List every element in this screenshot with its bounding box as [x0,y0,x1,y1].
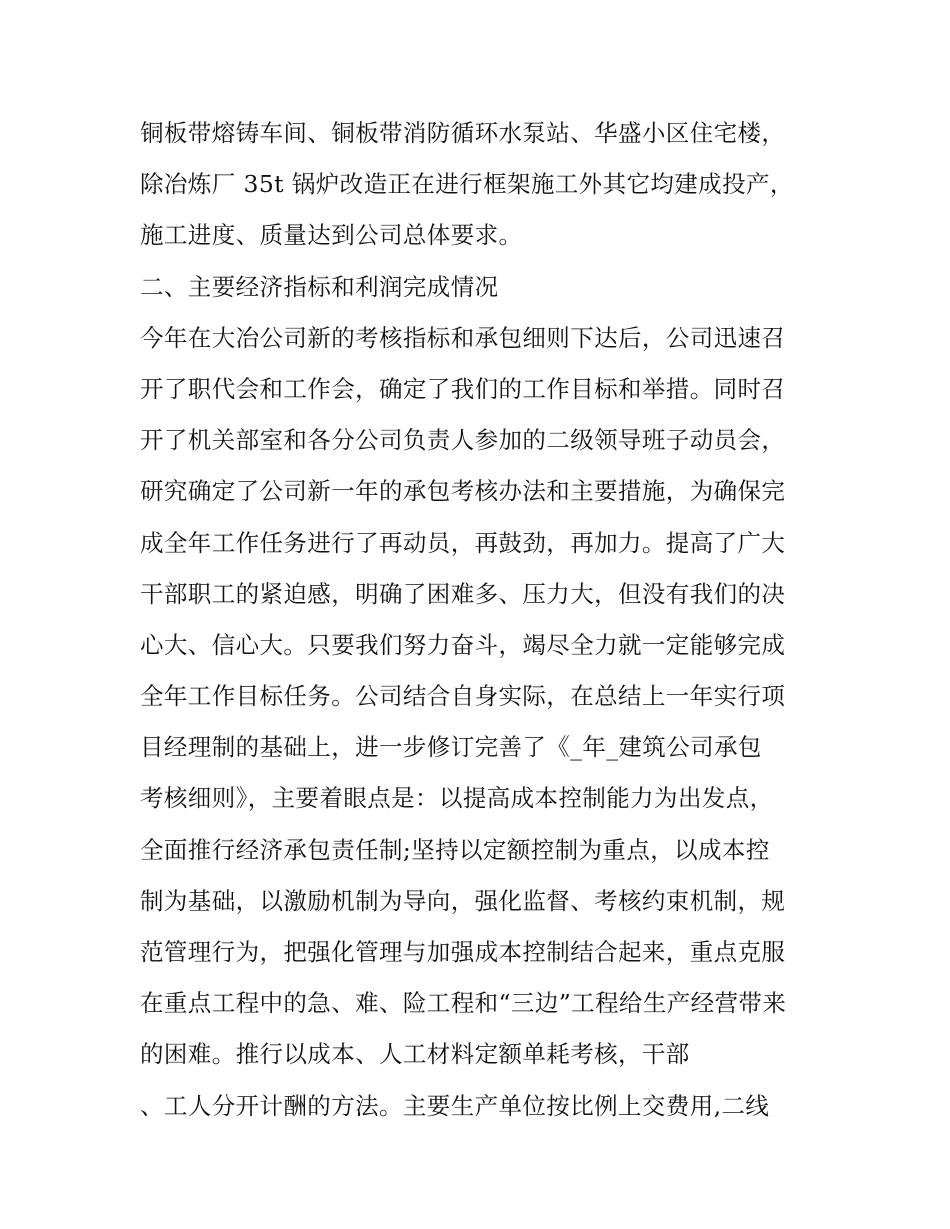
text-line: 范管理行为，把强化管理与加强成本控制结合起来，重点克服 [140,938,786,966]
text-line: 干部职工的紧迫感，明确了困难多、压力大，但没有我们的决 [140,579,786,608]
text-line: 成全年工作任务进行了再动员，再鼓劲，再加力。提高了广大 [140,528,786,557]
text-line: 考核细则》，主要着眼点是：以提高成本控制能力为出发点， [140,784,774,813]
text-line: 心大、信心大。只要我们努力奋斗，竭尽全力就一定能够完成 [140,630,786,659]
text-line: 研究确定了公司新一年的承包考核办法和主要措施，为确保完 [140,477,786,506]
text-line: 目经理制的基础上，进一步修订完善了《_年_建筑公司承包 [140,733,762,762]
text-line: 在重点工程中的急、难、险工程和“三边”工程给生产经营带来 [140,989,787,1018]
text-line: 今年在大冶公司新的考核指标和承包细则下达后，公司迅速召 [140,323,786,352]
text-line: 铜板带熔铸车间、铜板带消防循环水泵站、华盛小区住宅楼， [140,119,786,147]
text-line: 施工进度、质量达到公司总体要求。 [140,221,523,250]
text-line: 制为基础，以激励机制为导向，强化监督、考核约束机制，规 [140,886,786,915]
section-heading: 二、主要经济指标和利润完成情况 [140,272,499,301]
text-line: 开了职代会和工作会，确定了我们的工作目标和举措。同时召 [140,374,786,403]
text-line: 开了机关部室和各分公司负责人参加的二级领导班子动员会， [140,426,786,455]
text-line: 、工人分开计酬的方法。主要生产单位按比例上交费用,二线 [140,1091,770,1120]
text-line: 除冶炼厂 35t 锅炉改造正在进行框架施工外其它均建成投产， [140,170,794,199]
document-body [140,108,820,1132]
text-line: 全年工作目标任务。公司结合自身实际，在总结上一年实行项 [140,682,786,711]
text-line: 全面推行经济承包责任制;坚持以定额控制为重点，以成本控 [140,835,770,864]
text-line: 的困难。推行以成本、人工材料定额单耗考核，干部 [140,1040,690,1069]
